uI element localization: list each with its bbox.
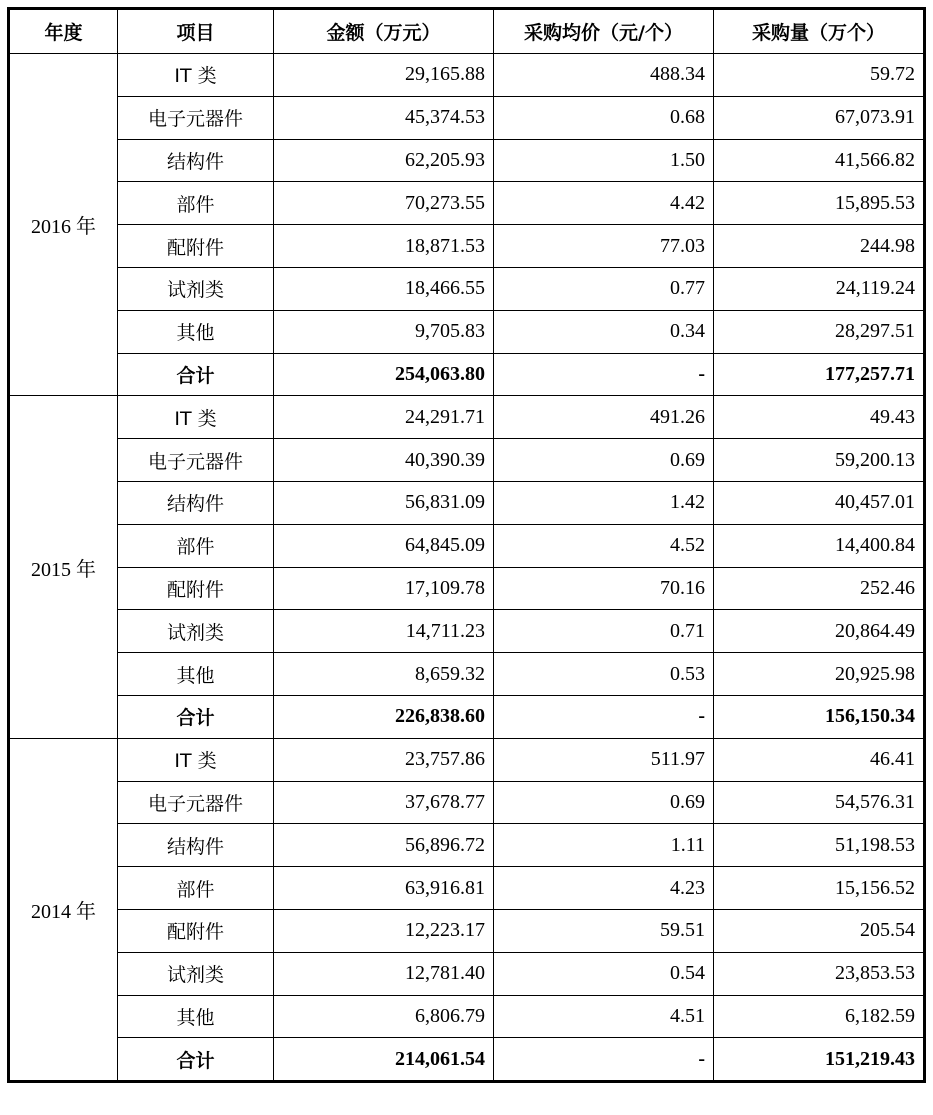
amount-cell: 18,871.53 — [274, 225, 494, 268]
amount-cell: 23,757.86 — [274, 738, 494, 781]
item-cell: 其他 — [118, 310, 274, 353]
amount-cell: 12,223.17 — [274, 909, 494, 952]
table-row — [10, 96, 924, 139]
quantity-cell: 40,457.01 — [714, 481, 924, 524]
item-cell: 结构件 — [118, 481, 274, 524]
amount-cell: 24,291.71 — [274, 396, 494, 439]
avg-price-cell: 0.54 — [494, 952, 714, 995]
year-cell: 2015 年 — [10, 396, 118, 738]
amount-cell: 14,711.23 — [274, 610, 494, 653]
header-amount: 金额（万元） — [274, 10, 494, 54]
amount-cell: 70,273.55 — [274, 182, 494, 225]
quantity-cell: 49.43 — [714, 396, 924, 439]
amount-cell: 214,061.54 — [274, 1038, 494, 1081]
quantity-cell: 6,182.59 — [714, 995, 924, 1038]
item-cell: 合计 — [118, 353, 274, 396]
item-cell: 试剂类 — [118, 610, 274, 653]
table-row — [10, 952, 924, 995]
amount-cell: 62,205.93 — [274, 139, 494, 182]
table-row — [10, 909, 924, 952]
table-row — [10, 524, 924, 567]
table-row — [10, 653, 924, 696]
year-cell: 2014 年 — [10, 738, 118, 1080]
avg-price-cell: - — [494, 353, 714, 396]
table-row — [10, 396, 924, 439]
table-row — [10, 738, 924, 781]
quantity-cell: 15,156.52 — [714, 867, 924, 910]
quantity-cell: 54,576.31 — [714, 781, 924, 824]
table-row — [10, 567, 924, 610]
avg-price-cell: 1.11 — [494, 824, 714, 867]
table-row — [10, 481, 924, 524]
avg-price-cell: 0.77 — [494, 267, 714, 310]
item-cell: 合计 — [118, 1038, 274, 1081]
avg-price-cell: 4.23 — [494, 867, 714, 910]
table-row — [10, 610, 924, 653]
header-row — [10, 10, 924, 54]
quantity-cell: 205.54 — [714, 909, 924, 952]
quantity-cell: 14,400.84 — [714, 524, 924, 567]
table-row — [10, 54, 924, 97]
quantity-cell: 41,566.82 — [714, 139, 924, 182]
table-row — [10, 867, 924, 910]
avg-price-cell: 0.68 — [494, 96, 714, 139]
item-cell: 结构件 — [118, 824, 274, 867]
amount-cell: 45,374.53 — [274, 96, 494, 139]
item-cell: IT 类 — [118, 738, 274, 781]
header-item: 项目 — [118, 10, 274, 54]
avg-price-cell: 1.50 — [494, 139, 714, 182]
quantity-cell: 28,297.51 — [714, 310, 924, 353]
avg-price-cell: 59.51 — [494, 909, 714, 952]
table-body — [10, 54, 924, 1081]
quantity-cell: 67,073.91 — [714, 96, 924, 139]
avg-price-cell: 77.03 — [494, 225, 714, 268]
quantity-cell: 156,150.34 — [714, 695, 924, 738]
item-cell: 合计 — [118, 695, 274, 738]
amount-cell: 12,781.40 — [274, 952, 494, 995]
item-cell: IT 类 — [118, 396, 274, 439]
amount-cell: 64,845.09 — [274, 524, 494, 567]
table-row — [10, 182, 924, 225]
amount-cell: 6,806.79 — [274, 995, 494, 1038]
procurement-table — [9, 9, 924, 1081]
avg-price-cell: 1.42 — [494, 481, 714, 524]
amount-cell: 37,678.77 — [274, 781, 494, 824]
amount-cell: 56,896.72 — [274, 824, 494, 867]
item-cell: 其他 — [118, 995, 274, 1038]
item-cell: 电子元器件 — [118, 439, 274, 482]
item-cell: IT 类 — [118, 54, 274, 97]
table-row — [10, 225, 924, 268]
quantity-cell: 23,853.53 — [714, 952, 924, 995]
table-row — [10, 781, 924, 824]
amount-cell: 29,165.88 — [274, 54, 494, 97]
total-row — [10, 695, 924, 738]
amount-cell: 18,466.55 — [274, 267, 494, 310]
item-cell: 部件 — [118, 867, 274, 910]
avg-price-cell: 4.42 — [494, 182, 714, 225]
quantity-cell: 59.72 — [714, 54, 924, 97]
header-quantity: 采购量（万个） — [714, 10, 924, 54]
item-cell: 配附件 — [118, 225, 274, 268]
quantity-cell: 177,257.71 — [714, 353, 924, 396]
table-row — [10, 310, 924, 353]
table-row — [10, 139, 924, 182]
avg-price-cell: 4.52 — [494, 524, 714, 567]
item-cell: 部件 — [118, 524, 274, 567]
quantity-cell: 59,200.13 — [714, 439, 924, 482]
item-cell: 试剂类 — [118, 952, 274, 995]
amount-cell: 9,705.83 — [274, 310, 494, 353]
table-row — [10, 439, 924, 482]
table-row — [10, 995, 924, 1038]
total-row — [10, 1038, 924, 1081]
quantity-cell: 20,925.98 — [714, 653, 924, 696]
amount-cell: 254,063.80 — [274, 353, 494, 396]
quantity-cell: 252.46 — [714, 567, 924, 610]
amount-cell: 56,831.09 — [274, 481, 494, 524]
quantity-cell: 151,219.43 — [714, 1038, 924, 1081]
amount-cell: 40,390.39 — [274, 439, 494, 482]
avg-price-cell: 488.34 — [494, 54, 714, 97]
avg-price-cell: 511.97 — [494, 738, 714, 781]
table-row — [10, 267, 924, 310]
header-year: 年度 — [10, 10, 118, 54]
item-cell: 配附件 — [118, 909, 274, 952]
amount-cell: 17,109.78 — [274, 567, 494, 610]
amount-cell: 8,659.32 — [274, 653, 494, 696]
item-cell: 部件 — [118, 182, 274, 225]
avg-price-cell: - — [494, 1038, 714, 1081]
amount-cell: 226,838.60 — [274, 695, 494, 738]
avg-price-cell: 0.71 — [494, 610, 714, 653]
quantity-cell: 51,198.53 — [714, 824, 924, 867]
header-avg-price: 采购均价（元/个） — [494, 10, 714, 54]
avg-price-cell: 491.26 — [494, 396, 714, 439]
item-cell: 其他 — [118, 653, 274, 696]
total-row — [10, 353, 924, 396]
quantity-cell: 244.98 — [714, 225, 924, 268]
quantity-cell: 15,895.53 — [714, 182, 924, 225]
quantity-cell: 46.41 — [714, 738, 924, 781]
item-cell: 结构件 — [118, 139, 274, 182]
item-cell: 电子元器件 — [118, 781, 274, 824]
table-row — [10, 824, 924, 867]
avg-price-cell: - — [494, 695, 714, 738]
amount-cell: 63,916.81 — [274, 867, 494, 910]
item-cell: 电子元器件 — [118, 96, 274, 139]
avg-price-cell: 0.69 — [494, 781, 714, 824]
avg-price-cell: 0.53 — [494, 653, 714, 696]
avg-price-cell: 0.34 — [494, 310, 714, 353]
item-cell: 配附件 — [118, 567, 274, 610]
avg-price-cell: 0.69 — [494, 439, 714, 482]
item-cell: 试剂类 — [118, 267, 274, 310]
quantity-cell: 20,864.49 — [714, 610, 924, 653]
quantity-cell: 24,119.24 — [714, 267, 924, 310]
avg-price-cell: 4.51 — [494, 995, 714, 1038]
avg-price-cell: 70.16 — [494, 567, 714, 610]
year-cell: 2016 年 — [10, 54, 118, 396]
